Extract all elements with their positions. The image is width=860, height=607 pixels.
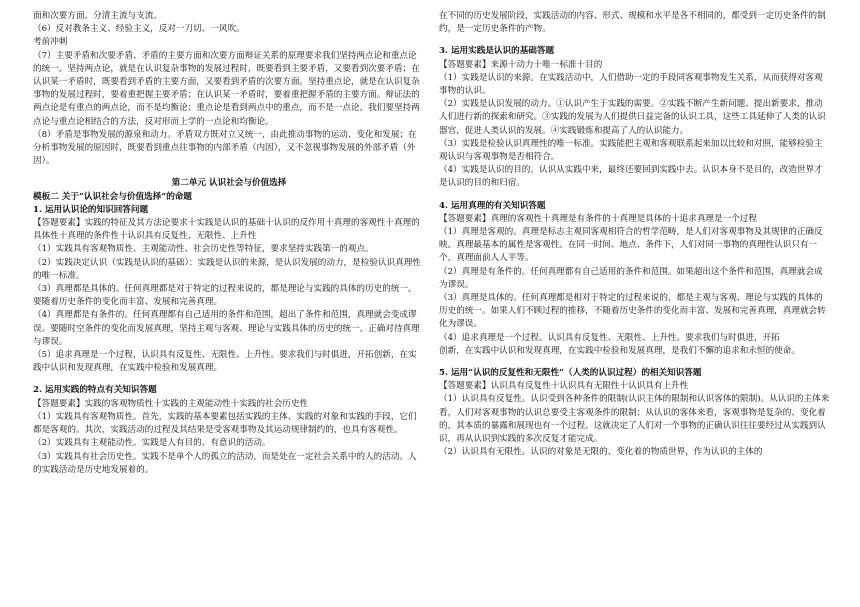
- question-heading: 2. 运用实践的特点有关知识答题: [33, 385, 157, 396]
- paragraph: （1）实践具有客观物质性、主观能动性、社会历史性等特征，要求坚持实践第一的观点。: [33, 244, 374, 255]
- question-heading: 1. 运用认识论的知识回答问题: [33, 204, 149, 215]
- question-heading: 4. 运用真理的有关知识答题: [439, 200, 546, 211]
- question-body: [33, 398, 425, 477]
- question-body: [439, 380, 831, 459]
- paragraph: （1）实践是认识的来源。在实践活动中，人们借助一定的手段同客观事物发生关系，从而获得对客观事物的认识。: [439, 72, 823, 97]
- paragraph: （4）实践是认识的目的。认识从实践中来，最终还要回到实践中去。认识本身不是目的，改造世界才是认识的目的和归宿。: [439, 165, 823, 189]
- paragraph: 在不同的历史发展阶段，实践活动的内容、形式、规模和水平是各不相同的，都受到一定历史条件的制约，是一定历史条件的产物。: [439, 11, 826, 35]
- answer-elements: 【答题要素】来源十动力十唯一标准十目的: [439, 59, 603, 70]
- paragraph: （2）实践是认识发展的动力。①认识产生于实践的需要。②实践不断产生新问题、提出新要求，推动人们进行新的探索和研究。③实践的发展为人们提供日益完备的认识工具，这些工具延伸了人类的认识器官，促进人类认识的发展。④实践锻炼和提高了人的认识能力。: [439, 99, 826, 136]
- paragraph: （3）实践是检验认识真理性的唯一标准。实践能把主观和客观联系起来加以比较和对照，能够检验主观认识与客观事物是否相符合。: [439, 138, 823, 163]
- right-column: [439, 10, 831, 460]
- paragraph: （3）真理都是具体的。任何真理都是对于特定的过程来说的，都是理论与实践的具体的历史的统一。要随着历史条件的变化而丰富、发展和完善真理。: [33, 284, 417, 308]
- paragraph: （5）追求真理是一个过程，认识具有反复性、无限性、上升性。要求我们与时俱进，开拓创新，在实践中认识和发现真理，在实践中检验和发展真理。: [33, 350, 417, 374]
- question-heading: 5. 运用“认识的反复性和无限性”（人类的认识过程）的相关知识答题: [439, 368, 702, 379]
- answer-elements: 【答题要素】实践的特征及其方法论要求十实践是认识的基础十认识的反作用十真理的客观性十真理的具体性十真理的条件性十认识具有反复性、无限性、上升性: [33, 218, 420, 242]
- left-column: [33, 10, 425, 477]
- paragraph: （1）真理是客观的。真理是标志主观同客观相符合的哲学范畴，是人们对客观事物及其规律的正确反映。真理最基本的属性是客观性。在同一时间、地点、条件下，人们对同一事物的真理性认识只有一个，真理面前人人平等。: [439, 227, 823, 264]
- paragraph: （7）主要矛盾和次要矛盾、矛盾的主要方面和次要方面辩证关系的原理要求我们坚持两点论和重点论的统一。坚持两点论，就是在认识复杂事物的发展过程时，既要看到主要矛盾，又要看到次要矛盾；在认识某一矛盾时，既要看到矛盾的主要方面，又要看到矛盾的次要方面。坚持重点论，就是在认识复杂事物的发展过程时，要着重把握主要矛盾；在认识某一矛盾时，要着重把握矛盾的主要方面。辩证法的两点论是有重点的两点论，而不是均衡论；重点论是看到两点中的重点，而不是一点论。我们要坚持两点论与重点论相结合的方法，反对形而上学的一点论和均衡论。: [33, 50, 420, 127]
- question-body: [33, 217, 425, 375]
- paragraph: （2）真理是有条件的。任何真理都有自己适用的条件和范围。如果超出这个条件和范围，真理就会成为谬误。: [439, 266, 823, 290]
- paragraph: （3）真理是具体的。任何真理都是相对于特定的过程来说的，都是主观与客观、理论与实践的具体的历史的统一。如果人们不顾过程的推移，不随着历史条件的变化而丰富、发展和完善真理，真理就会转化为谬误。: [439, 293, 826, 330]
- question-body: [439, 213, 831, 358]
- paragraph: 创新，在实践中认识和发现真理，在实践中检验和发展真理，是我们不懈的追求和永恒的使命。: [439, 345, 800, 356]
- paragraph: （8）矛盾是事物发展的源泉和动力。矛盾双方既对立又统一，由此推动事物的运动、变化和发展；在分析事物发展的原因时，既要看到重点往事物的内部矛盾（内因），又不忽视事物发展的外部矛盾（外因）。: [33, 129, 417, 167]
- text-line: （6）反对教条主义、经验主义，反对一刀切、一风吹。: [33, 24, 245, 35]
- unit-title: 第二单元 认识社会与价值选择: [171, 178, 287, 189]
- template-title: 模板二 关于“认识社会与价值选择”的命题: [33, 191, 192, 202]
- question-heading: 3. 运用实践是认识的基础答题: [439, 46, 555, 57]
- answer-elements: 【答题要素】认识具有反复性十认识具有无限性十认识具有上升性: [439, 381, 689, 392]
- paragraph: （1）认识具有反复性。认识受到各种条件的限制(认识主体的限制和认识客体的限制)。从认识的主体来看，人们对客观事物的认识总要受主客观条件的限制；从认识的客体来看，客观事物是复杂的、变化着的，其本质的暴露和展现也有一个过程。这就决定了人们对一个事物的正确认识往往要经过从实践到认识，再从认识到实践的多次反复才能完成。: [439, 394, 830, 445]
- paragraph: （1）实践具有客观物质性。首先，实践的基本要素包括实践的主体、实践的对象和实践的手段，它们都是客观的。其次，实践活动的过程及其结果是受客观事物及其运动规律制约的，也具有客观性。: [33, 411, 417, 436]
- paragraph: （2）实践决定认识（实践是认识的基础）：实践是认识的来源，是认识发展的动力，是检验认识真理性的唯一标准。: [33, 257, 421, 281]
- answer-elements: 【答题要素】真理的客观性十真理是有条件的十真理是具体的十追求真理是一个过程: [439, 213, 757, 224]
- paragraph: （2）认识具有无限性。认识的对象是无限的、变化着的物质世界，作为认识的主体的: [439, 447, 763, 458]
- text-line: 面和次要方面，分清主流与支流。: [33, 11, 162, 21]
- paragraph: （4）真理都是有条件的。任何真理都有自己适用的条件和范围，超出了条件和范围，真理就会变成谬误。要随时空条件的变化而发展真理，坚持主观与客观、理论与实践具体的历史的统一。正确对待真理与谬误。: [33, 310, 420, 347]
- question-body: [439, 59, 831, 191]
- continuation-block: [33, 10, 425, 168]
- answer-elements: 【答题要素】实践的客观物质性十实践的主观能动性十实践的社会历史性: [33, 398, 309, 409]
- section-label: 考前冲刺: [33, 37, 68, 48]
- paragraph: （3）实践具有社会历史性。实践不是单个人的孤立的活动，而是处在一定社会关系中的人的活动。人的实践活动是历史地发展着的。: [33, 451, 417, 475]
- paragraph: （4）追求真理是一个过程。认识具有反复性、无限性、上升性。要求我们与时俱进，开拓: [439, 332, 780, 343]
- paragraph: （2）实践具有主观能动性。实践是人有目的、有意识的活动。: [33, 438, 271, 449]
